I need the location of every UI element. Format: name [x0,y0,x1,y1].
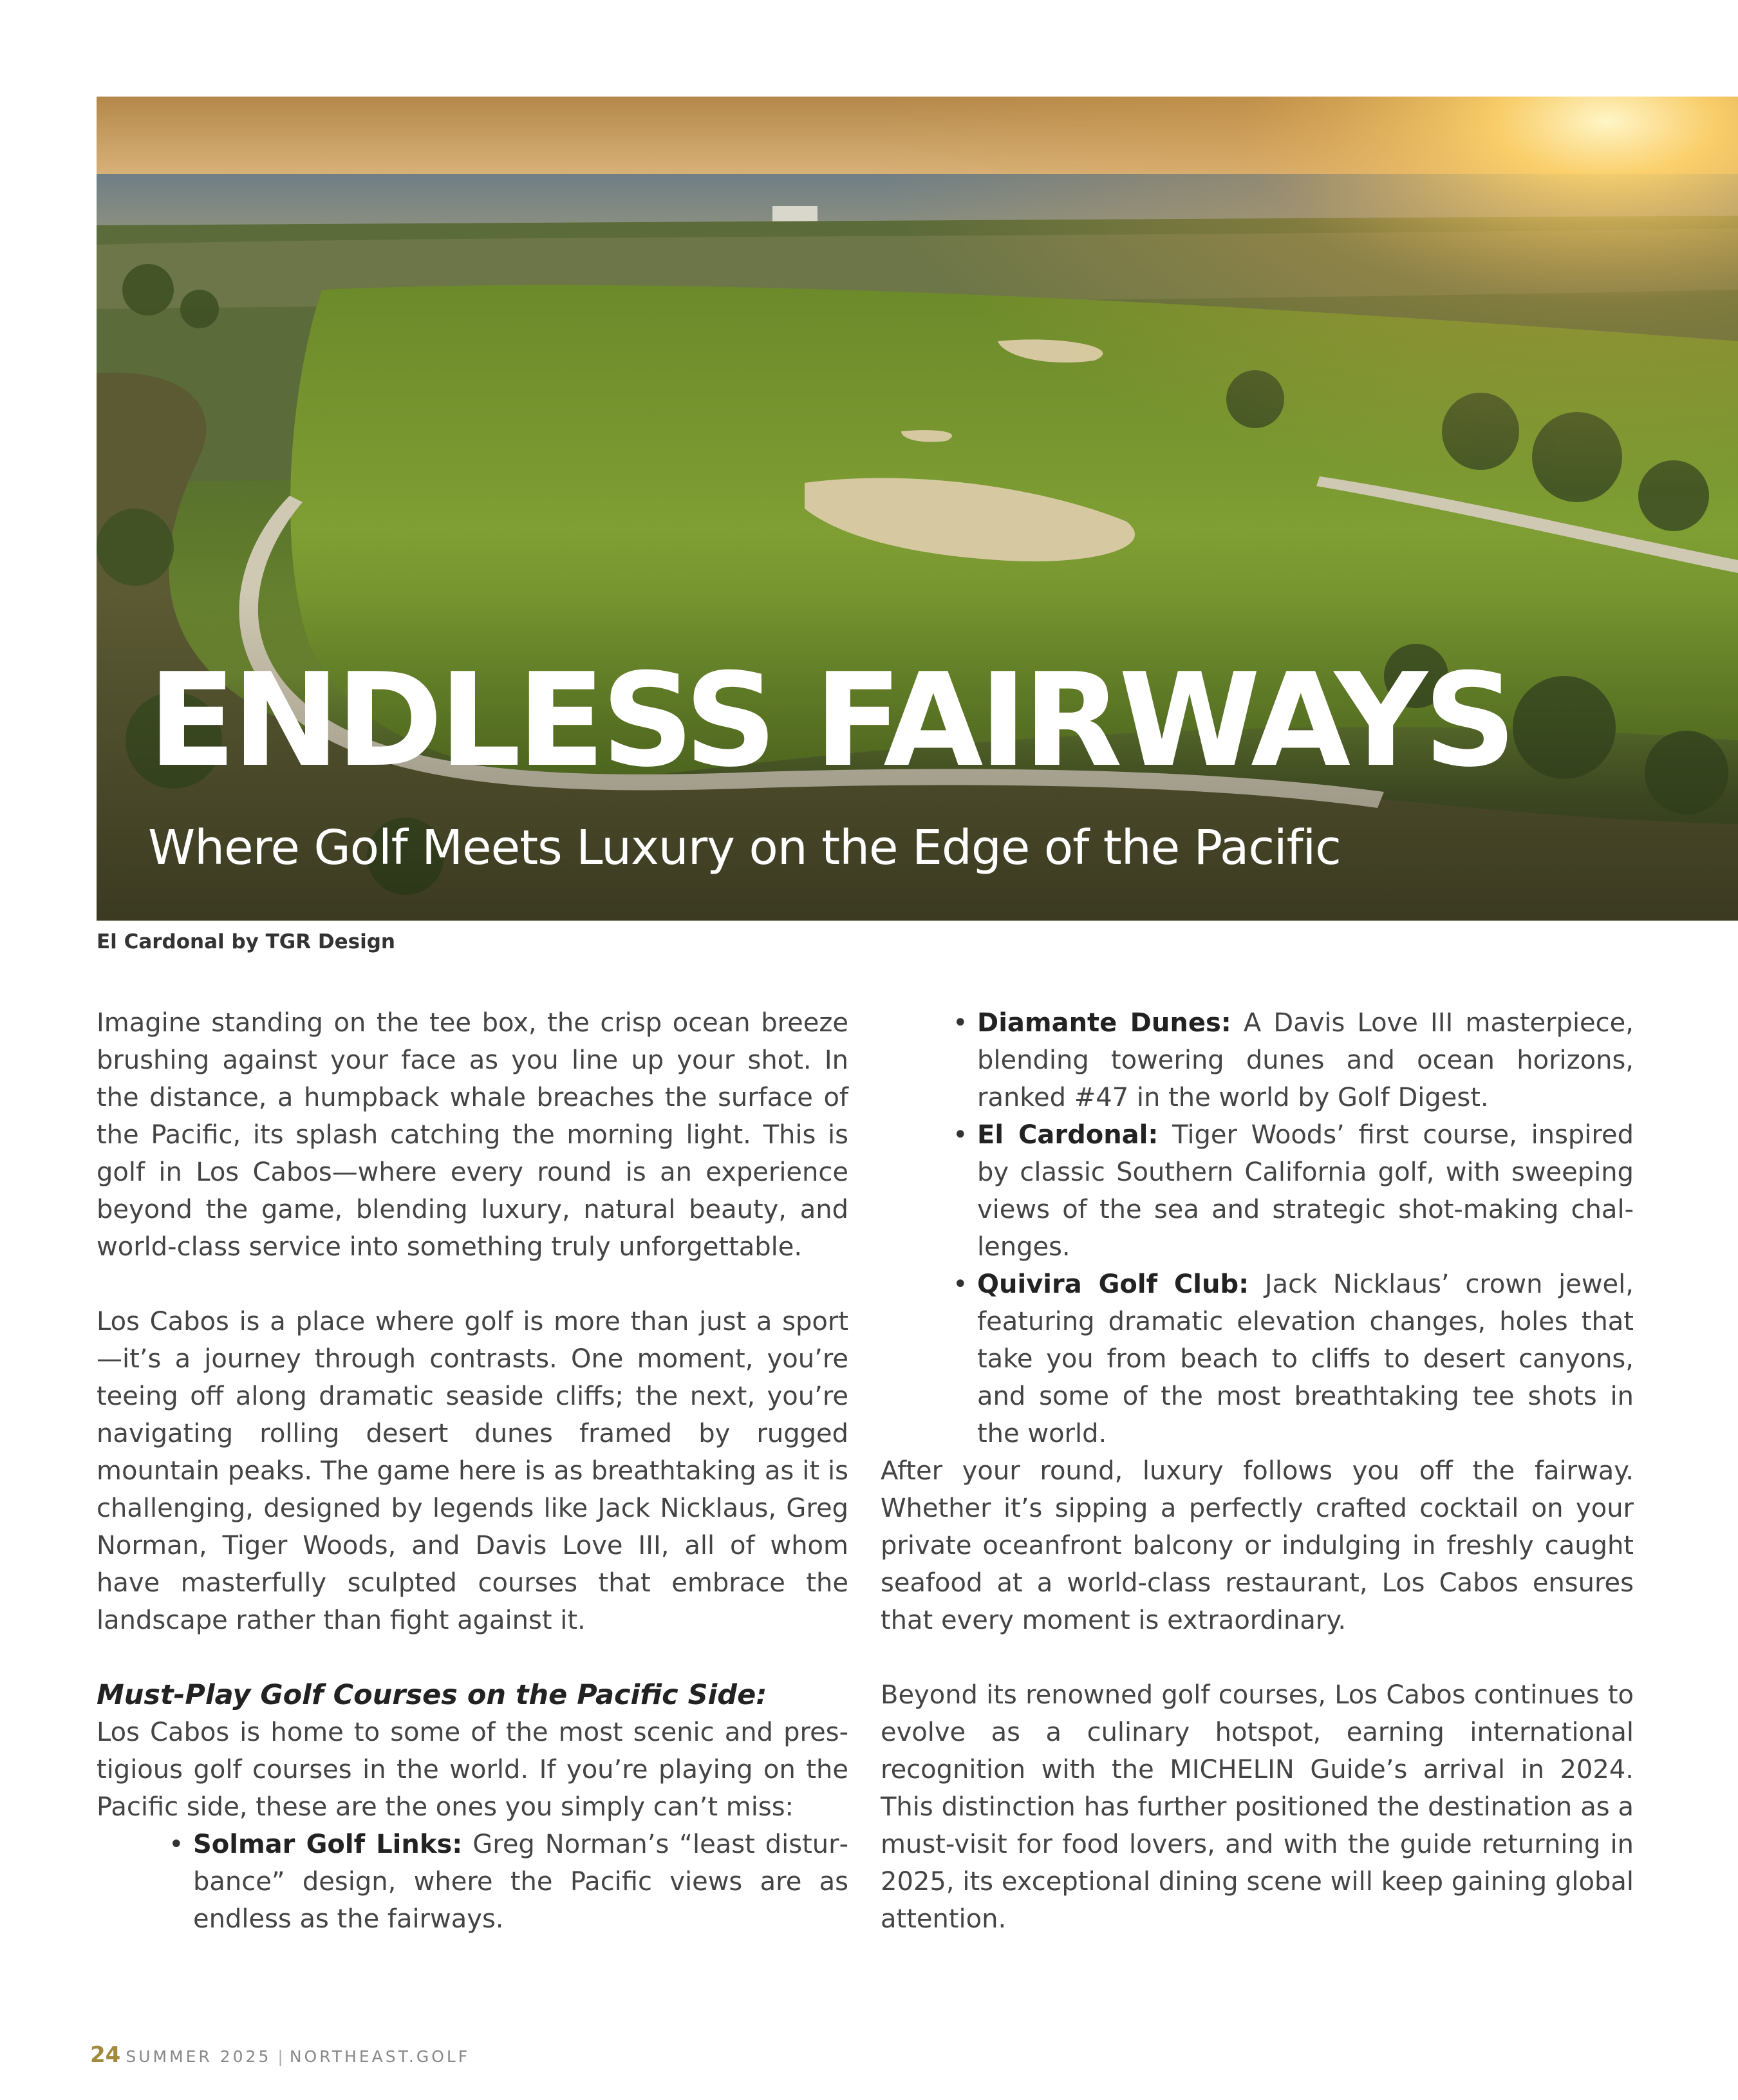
bullet-text: Tiger Woods’ first course, inspired by classic Southern California golf, with sweeping views of the sea and strategic shot-making challenges. [977,1120,1634,1262]
bullet-text: A Davis Love III masterpiece, blending towering dunes and ocean horizons, ranked #47 in the world by Golf Digest. [977,1008,1634,1112]
bullet-el-cardonal [953,1116,1634,1266]
paragraph-gap [97,1266,848,1303]
bullet-diamante [953,1004,1634,1116]
section-subhead: Must-Play Golf Courses on the Pacific Side: [97,1679,767,1711]
bullet-name: El Cardonal: [977,1120,1159,1150]
bullet-text: Jack Nicklaus’ crown jewel, featuring dramatic elevation changes, holes that take you from beach to cliffs to desert canyons, and some of the most breathtaking tee shots in the world. [977,1270,1634,1448]
photo-caption: El Cardonal by TGR Design [97,930,395,953]
bullet-name: Solmar Golf Links: [193,1830,463,1859]
page-footer [90,2044,470,2066]
paragraph-luxury: After your round, luxury follows you off the fairway. Whether it’s sipping a perfectly crafted cocktail on your private oceanfront balcony or indulging in freshly caught seafood at a world-class restaurant, Los Cabos ensures that every moment is extraordinary. [881,1456,1634,1635]
site-label: NORTHEAST.GOLF [289,2047,471,2066]
right-column [881,1004,1634,1938]
bullet-dot: • [953,1270,968,1299]
hero-title: ENDLESS FAIRWAYS [148,646,1513,796]
hero-subtitle: Where Golf Meets Luxury on the Edge of the Pacific [148,820,1341,876]
paragraph-intro: Imagine standing on the tee box, the crisp ocean breeze brushing against your face as you line up your shot. In the distance, a humpback whale breaches the surface of the Pacific, its splash catching the morning light. This is golf in Los Cabos—where every round is an experience beyond the game, blending luxury, natural beauty, and world-class service into something truly unforgettable. [97,1008,848,1262]
golf-course-sunset-photo [97,97,1738,921]
page-number: 24 [90,2042,121,2068]
bullet-quivira [953,1266,1634,1452]
paragraph-courses-intro: Los Cabos is home to some of the most scenic and prestigious golf courses in the world. If you’re playing on the Pacific side, these are the ones you simply can’t miss: [97,1718,848,1822]
hero-photo [97,97,1738,921]
paragraph-culinary: Beyond its renowned golf courses, Los Cabos continues to evolve as a culinary hotspot, earning international recognition with the MICHELIN Guide’s arrival in 2024. This distinction has further positioned the destination as a must-visit for food lovers, and with the guide returning in 2025, its exceptional dining scene will keep gaining global attention. [881,1680,1634,1934]
bullet-text: Greg Norman’s “least disturbance” design, where the Pacific views are as endless as the fairways. [193,1830,848,1934]
footer-separator: | [277,2047,283,2066]
paragraph-gap [881,1639,1634,1676]
issue-label: SUMMER 2025 [126,2047,272,2066]
paragraph-contrasts: Los Cabos is a place where golf is more than just a sport—it’s a journey through contrasts. One moment, you’re teeing off along dramatic seaside cliffs; the next, you’re navigating rolling desert dunes framed by rugged mountain peaks. The game here is as breathtaking as it is challenging, designed by legends like Jack Nicklaus, Greg Norman, Tiger Woods, and Davis Love III, all of whom have masterfully sculpted courses that embrace the landscape rather than fight against it. [97,1307,848,1635]
bullet-dot: • [953,1120,968,1150]
bullet-solmar [169,1826,848,1938]
bullet-name: Diamante Dunes: [977,1008,1231,1038]
paragraph-gap [97,1639,848,1676]
bullet-dot: • [169,1830,184,1859]
bullet-name: Quivira Golf Club: [977,1270,1249,1299]
left-column [97,1004,848,1938]
bullet-dot: • [953,1008,968,1038]
